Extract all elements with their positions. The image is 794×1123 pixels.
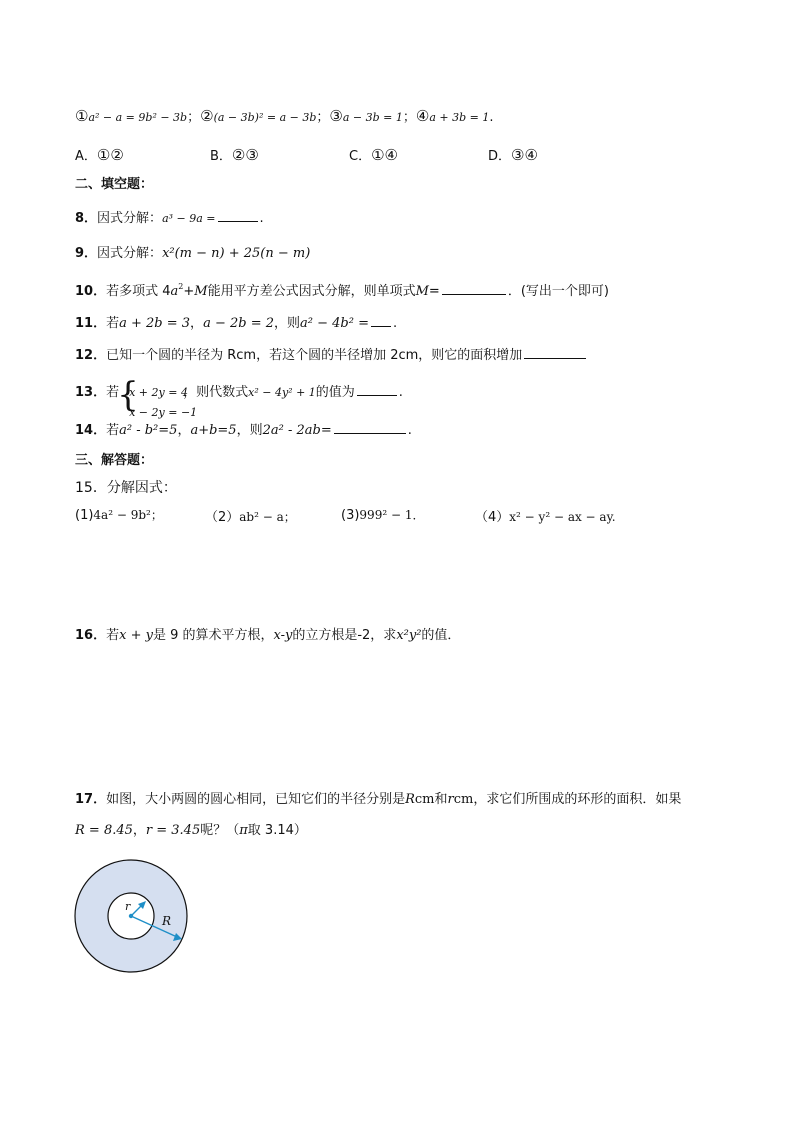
q7-stmt3-expr: a − 3b = 1: [342, 111, 403, 124]
question-8: [75, 209, 264, 228]
option-value: ③④: [511, 146, 538, 164]
question-10: 10．若多项式 $4a^2+M$能用平方差公式因式分解，则单项式M= ．(写出一个即可): [75, 282, 609, 299]
math-expr: a + 2b = 3: [119, 316, 191, 331]
question-text: 若: [106, 316, 120, 331]
math-expr: x-y: [273, 628, 293, 643]
question-text: ，则: [274, 316, 301, 331]
math-expr: a² - b²=5: [119, 423, 178, 438]
question-number: 17．: [75, 792, 107, 807]
part-label: (1): [75, 508, 94, 523]
question-text: 的值．: [421, 628, 461, 643]
question-text: 的立方根是-2，求: [292, 628, 397, 643]
question-text: 若多项式 4: [106, 284, 171, 299]
answer-blank: [442, 282, 506, 295]
math-expr: a − 2b = 2: [203, 316, 274, 331]
math-expr: x² − 4y² + 1: [248, 386, 316, 399]
answer-blank: [218, 209, 258, 222]
math-expr: a³ − 9a =: [162, 212, 216, 225]
question-text: 的值为: [315, 385, 355, 400]
math-var: R: [405, 792, 415, 807]
math-expr: a² − 4b² =: [300, 316, 369, 331]
part-expr: 4a² − 9b²；: [93, 508, 163, 522]
q15-part-1: [75, 506, 163, 523]
math-var: r: [447, 792, 454, 807]
question-text: ，则: [236, 423, 263, 438]
question-text: 若: [106, 385, 120, 400]
option-letter: D．: [488, 149, 512, 164]
question-text: 如图，大小两圆的圆心相同，已知它们的半径分别是: [106, 792, 406, 807]
math-expr: 2a² - 2ab=: [262, 423, 332, 438]
option-letter: A．: [75, 149, 97, 164]
separator: ，: [177, 423, 191, 438]
section-heading-fill-in: 二、填空题：: [75, 177, 154, 192]
option-a: [75, 145, 124, 164]
question-text: ．(写出一个即可): [507, 284, 609, 299]
option-value: ②③: [231, 146, 259, 164]
answer-blank: [524, 346, 586, 359]
period: .: [407, 423, 412, 438]
concentric-circles-figure: [70, 855, 194, 979]
q7-stmt4-expr: a + 3b = 1: [429, 111, 490, 124]
unit: cm: [414, 792, 435, 807]
circled-1: ①: [75, 107, 89, 125]
question-17-line-1: [75, 791, 681, 809]
question-text: 因式分解：: [97, 211, 163, 226]
option-b: [210, 145, 259, 164]
math-expr: x²y²: [396, 628, 422, 643]
math-expr: r = 3.45: [145, 823, 201, 838]
period: .: [398, 385, 403, 400]
question-text: 能用平方差公式因式分解，则单项式: [207, 284, 416, 299]
math-expr: x²(m − n) + 25(n − m): [162, 246, 311, 261]
period: .: [259, 211, 264, 226]
question-number: 11．: [75, 316, 107, 331]
circled-3: ③: [329, 107, 343, 125]
section-heading-solve: 三、解答题：: [75, 453, 154, 468]
math-var: a: [170, 284, 179, 299]
question-number: 9．: [75, 246, 98, 261]
question-13: [75, 375, 403, 419]
question-number: 12．: [75, 348, 107, 363]
option-letter: C．: [349, 149, 372, 164]
q7-stmt2-expr: (a − 3b)² = a − 3b: [213, 111, 317, 124]
question-text: 呢？（: [200, 823, 240, 838]
question-text: ，则代数式: [183, 385, 249, 400]
circled-2: ②: [200, 107, 214, 125]
brace: {: [117, 375, 139, 415]
answer-blank: [371, 314, 391, 327]
question-text: 若: [106, 628, 120, 643]
question-text: 和: [434, 792, 448, 807]
question-text: 若: [106, 423, 120, 438]
option-letter: B．: [210, 149, 232, 164]
part-expr: 999² − 1．: [359, 508, 425, 522]
q7-stmt1-expr: a² − a = 9b² − 3b: [88, 111, 188, 124]
math-expr: a+b=5: [190, 423, 237, 438]
question-number: 16．: [75, 628, 107, 643]
math-var: M: [194, 284, 208, 299]
question-14: [75, 421, 412, 440]
math-var: M: [415, 284, 429, 299]
answer-blank: [357, 383, 397, 396]
q15-part-2: [205, 506, 296, 525]
q15-part-4: [475, 506, 616, 525]
label-r: r: [125, 900, 131, 913]
part-label: （2）: [205, 510, 240, 525]
separator: ；: [187, 110, 201, 125]
option-value: ①④: [371, 146, 398, 164]
circled-4: ④: [415, 107, 430, 125]
q7-statements: [75, 107, 494, 127]
question-text: =: [428, 284, 440, 299]
q15-part-3: [341, 506, 424, 523]
separator: ；: [316, 110, 330, 125]
part-expr: ab² − a；: [239, 510, 296, 524]
question-16: [75, 627, 460, 645]
equation-1: x + 2y = 4: [129, 386, 188, 399]
math-var: π: [239, 823, 248, 838]
question-17-line-2: [75, 822, 307, 840]
unit: cm: [453, 792, 474, 807]
period: .: [489, 110, 494, 125]
period: .: [392, 316, 398, 331]
question-text: 取 3.14）: [247, 823, 307, 838]
question-number: 14．: [75, 423, 107, 438]
math-expr: R = 8.45: [75, 823, 133, 838]
part-label: （4）: [475, 510, 510, 525]
question-text: +: [183, 284, 195, 299]
question-12: [75, 346, 588, 365]
question-15-title: 15．分解因式：: [75, 480, 177, 496]
question-number: 10．: [75, 284, 107, 299]
option-c: [349, 145, 398, 164]
question-11: [75, 314, 397, 333]
question-text: 因式分解：: [97, 246, 163, 261]
question-number: 13．: [75, 385, 107, 400]
option-value: ①②: [96, 146, 124, 164]
separator: ，: [190, 316, 204, 331]
math-expr: x + y: [119, 628, 153, 643]
question-text: 已知一个圆的半径为 Rcm，若这个圆的半径增加 2cm，则它的面积增加: [106, 348, 523, 363]
question-9: [75, 245, 310, 263]
question-text: 是 9 的算术平方根，: [152, 628, 274, 643]
equation-2: x − 2y = −1: [129, 406, 198, 419]
option-d: [488, 145, 538, 164]
part-expr: x² − y² − ax − ay.: [509, 510, 616, 524]
question-text: ，求它们所围成的环形的面积．如果: [473, 792, 682, 807]
label-R: R: [162, 914, 172, 928]
question-number: 8．: [75, 211, 98, 226]
part-label: (3): [341, 508, 360, 523]
answer-blank: [334, 421, 406, 434]
separator: ；: [402, 110, 416, 125]
separator: ，: [132, 823, 146, 838]
